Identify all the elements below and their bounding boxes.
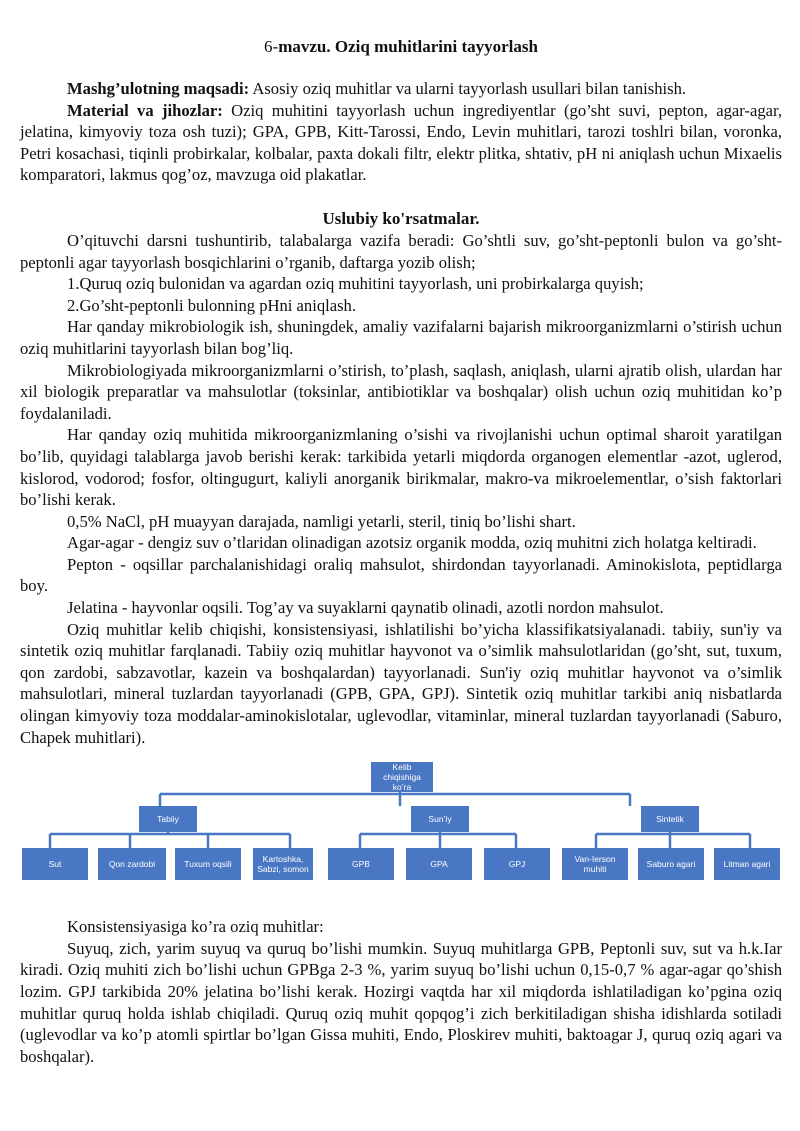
paragraph: 2.Go’sht-peptonli bulonning pHni aniqlash. xyxy=(67,295,356,315)
diagram-node-sintetik: Sintetik xyxy=(641,806,699,832)
paragraph: Agar-agar - dengiz suv o’tlaridan olinadigan azotsiz organik modda, oziq muhitni zich holatga keltiradi. xyxy=(67,533,757,553)
diagram-leaf-node: Litman agari xyxy=(714,848,780,880)
document-page xyxy=(20,36,782,1067)
paragraph: O’qituvchi darsni tushuntirib, talabalarga vazifa beradi: Go’shtli suv, go’sht-peptonli bulon va go’sht-peptonli agar tayyorlash bosqichlarini o’rganib, daftarga yozib olish; xyxy=(20,230,782,272)
consistency-heading: Konsistensiyasiga ko’ra oziq muhitlar: xyxy=(67,917,324,937)
paragraph: Har qanday mikrobiologik ish, shuningdek, amaliy vazifalarni bajarish mikroorganizmlarni o’stirish uchun oziq muhitlarini tayyorlash bilan bog’liq. xyxy=(20,317,782,358)
diagram-leaf-node: Qon zardobi xyxy=(98,848,166,880)
diagram-node-suniy: Sun’iy xyxy=(411,806,469,832)
title-text: mavzu. Oziq muhitlarini tayyorlash xyxy=(278,37,538,56)
paragraph: Mikrobiologiyada mikroorganizmlarni o’stirish, to’plash, saqlash, aniqlash, ularni ajratib olish, ulardan har xil biologik preparatlar va mahsulotlar (toksinlar, antibiotiklar va boshqalar) olish uchun oziq muhitidan ko’p foydalaniladi. xyxy=(20,360,782,423)
diagram-leaf-node: Tuxum oqsili xyxy=(175,848,241,880)
classification-diagram xyxy=(20,760,782,910)
diagram-leaf-node: Van-Ierson muhiti xyxy=(562,848,628,880)
aim-paragraph xyxy=(20,78,782,100)
paragraph: Suyuq, zich, yarim suyuq va quruq bo’lishi mumkin. Suyuq muhitlarga GPB, Peptonli suv, sut va h.k.Iar kiradi. Oziq muhiti zich bo’lishi uchun GPBga 2-3 %, yarim suyuq bo’lishi uchun 0,15-0,7 % agar-agar qo’shish lozim. GPJ tarkibida 20% jelatina bo’lishi kerak. Hozirgi vaqtda har xil miqdorda ishlatiladigan ko’pgina oziq muhitlar quruq holda ishlab chiqiladi. Quruq oziq muhit qopqog’i zich berkitiladigan shisha idishlarda sotiladi (uglevodlar va ko’p atomli spirtlar bo’lgan Gissa muhiti, Endo, Ploskirev muhiti, baktoagar J, quruq oziq agari va boshqalar). xyxy=(20,938,782,1066)
materials-text: Oziq muhitini tayyorlash uchun ingrediyentlar (go’sht suvi, pepton, agar-agar, jelatina, kimyoviy toza osh tuzi); GPA, GPB, Kitt-Tarossi, Endo, Levin muhitlari, tarozi toshlri bilan, voronka, Petri kosachasi, tiqinli probirkalar, kolbalar, paxta dokali filtr, elektr plitka, shtativ, pH ni aniqlash uchun Mixaelis komparatori, lakmus qog’oz, mavzuga oid plakatlar. xyxy=(20,100,782,185)
diagram-leaf-node: Kartoshka, Sabzi, somon xyxy=(253,848,313,880)
aim-text: Asosiy oziq muhitlar va ularni tayyorlash usullari bilan tanishish. xyxy=(249,79,687,98)
title-number: 6- xyxy=(264,37,279,56)
diagram-node-tabiiy: Tabiiy xyxy=(139,806,197,832)
aim-label: Mashg’ulotning maqsadi: xyxy=(67,79,250,98)
diagram-leaf-node: GPB xyxy=(328,848,394,880)
diagram-leaf-node: GPJ xyxy=(484,848,550,880)
section-subheading: Uslubiy ko'rsatmalar. xyxy=(322,208,480,228)
diagram-leaf-node: Saburo agari xyxy=(638,848,704,880)
diagram-leaf-node: Sut xyxy=(22,848,88,880)
paragraph: 1.Quruq oziq bulonidan va agardan oziq muhitini tayyorlash, uni probirkalarga quyish; xyxy=(67,274,644,294)
paragraph: Har qanday oziq muhitida mikroorganizmlaning o’sishi va rivojlanishi uchun optimal sharoit yaratilgan bo’lib, quyidagi talablarga javob berishi kerak: tarkibida yetarli miqdorda organogen elementlar -azot, uglerod, kislorod, vodorod; fosfor, oltingugurt, kaliyli anorganik birikmalar, makro-va mikroelementlar, o’sish faktorlari bo’lishi kerak. xyxy=(20,425,782,510)
page-title xyxy=(20,36,782,58)
materials-paragraph xyxy=(20,100,782,186)
materials-label: Material va jihozlar: xyxy=(67,100,223,120)
paragraph: 0,5% NaCl, pH muayyan darajada, namligi yetarli, steril, tiniq bo’lishi shart. xyxy=(67,511,576,531)
paragraph: Jelatina - hayvonlar oqsili. Tog’ay va suyaklarni qaynatib olinadi, azotli nordon mahsulot. xyxy=(67,598,664,618)
diagram-root-node: Kelib chiqishiga ko’ra xyxy=(371,762,433,792)
diagram-leaf-node: GPA xyxy=(406,848,472,880)
paragraph: Pepton - oqsillar parchalanishidagi oraliq mahsulot, shirdondan tayyorlanadi. Aminokislota, peptidlarga boy. xyxy=(20,554,782,596)
paragraph: Oziq muhitlar kelib chiqishi, konsistensiyasi, ishlatilishi bo’yicha klassifikatsiyalanadi. tabiiy, sun'iy va sintetik oziq muhitlar farqlanadi. Tabiiy oziq muhitlar hayvonot va o’simlik mahsulotlaridan (go’sht, sut, tuxum, qon zardobi, sabzavotlar, kazein va boshqalardan) tayyorlanadi. Sun'iy oziq muhitlar hayvonot va o’simlik mahsulotlari, mineral tuzlardan tayyorlanadi (GPB, GPA, GPJ). Sintetik oziq muhitlar tarkibi aniq nisbatlarda olingan kimyoviy toza moddalar-aminokislotalar, uglevodlar, vitaminlar, mineral tuzlardan tayyorlanadi (Saburo, Chapek muhitlari). xyxy=(20,619,782,747)
